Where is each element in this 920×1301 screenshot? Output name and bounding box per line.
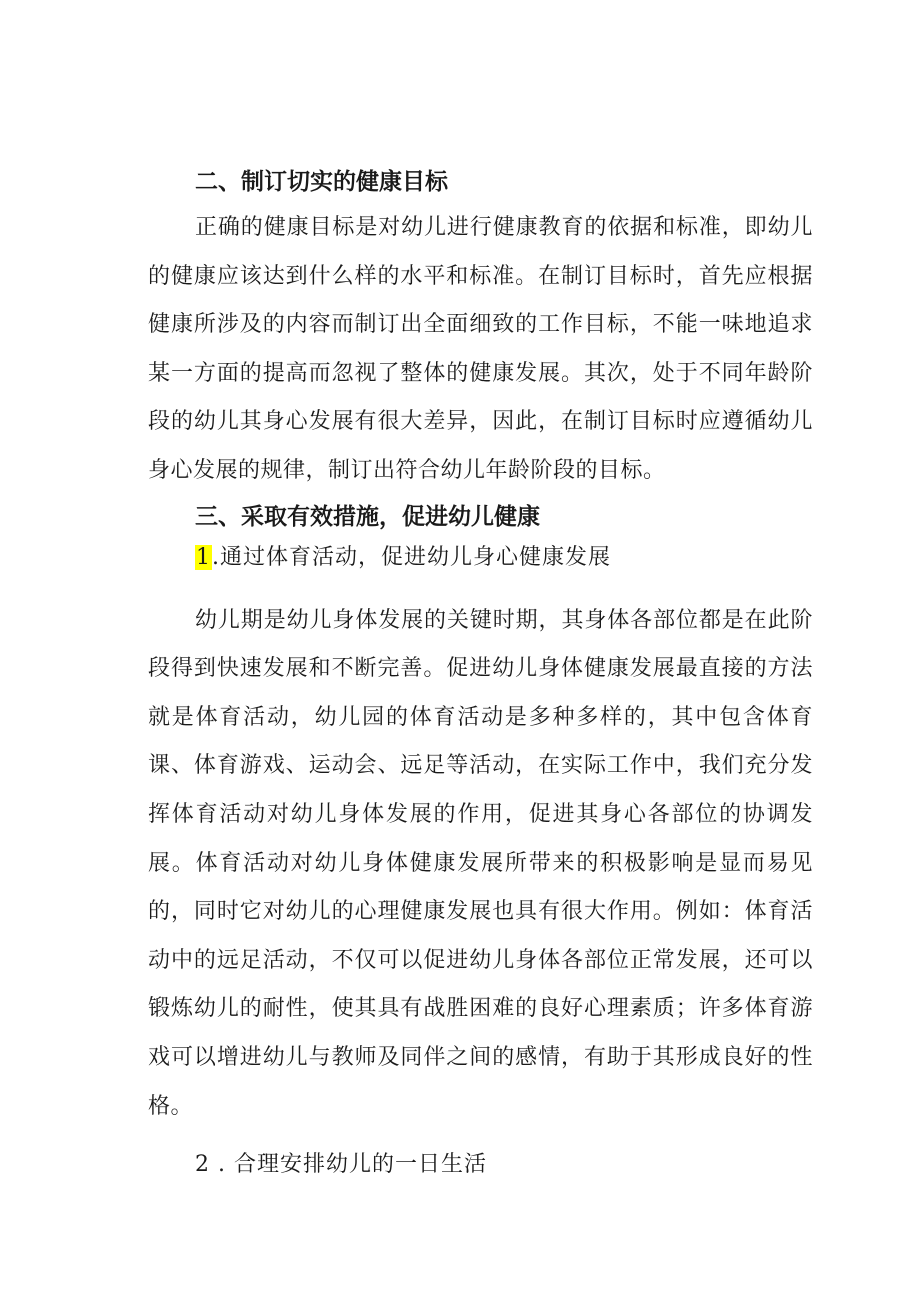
paragraph-goals: 正确的健康目标是对幼儿进行健康教育的依据和标准，即幼儿的健康应该达到什么样的水平和标准。在制订目标时，首先应根据健康所涉及的内容而制订出全面细致的工作目标，不能一味地追求某一方面的提高而忽视了整体的健康发展。其次，处于不同年龄阶段的幼儿其身心发展有很大差异，因此，在制订目标时应遵循幼儿身心发展的规律，制订出符合幼儿年龄阶段的目标。 <box>148 215 813 483</box>
subheading-physical-activity <box>148 538 813 578</box>
highlighted-item-number: 1 <box>196 544 211 570</box>
subheading-physical-activity-text: .通过体育活动，促进幼儿身心健康发展 <box>212 544 611 570</box>
subheading-daily-routine: 2 . 合理安排幼儿的一日生活 <box>195 1152 487 1178</box>
section-heading-measures: 三、采取有效措施，促进幼儿健康 <box>195 503 540 530</box>
paragraph-physical-activity: 幼儿期是幼儿身体发展的关键时期，其身体各部位都是在此阶段得到快速发展和不断完善。促进幼儿身体健康发展最直接的方法就是体育活动，幼儿园的体育活动是多种多样的，其中包含体育课、体育游戏、运动会、远足等活动，在实际工作中，我们充分发挥体育活动对幼儿身体发展的作用，促进其身心各部位的协调发展。体育活动对幼儿身体健康发展所带来的积极影响是显而易见的，同时它对幼儿的心理健康发展也具有很大作用。例如：体育活动中的远足活动，不仅可以促进幼儿身体各部位正常发展，还可以锻炼幼儿的耐性，使其具有战胜困难的良好心理素质；许多体育游戏可以增进幼儿与教师及同伴之间的感情，有助于其形成良好的性格。 <box>148 607 813 1119</box>
section-heading-goals: 二、制订切实的健康目标 <box>195 169 448 195</box>
document-body <box>148 162 813 1185</box>
